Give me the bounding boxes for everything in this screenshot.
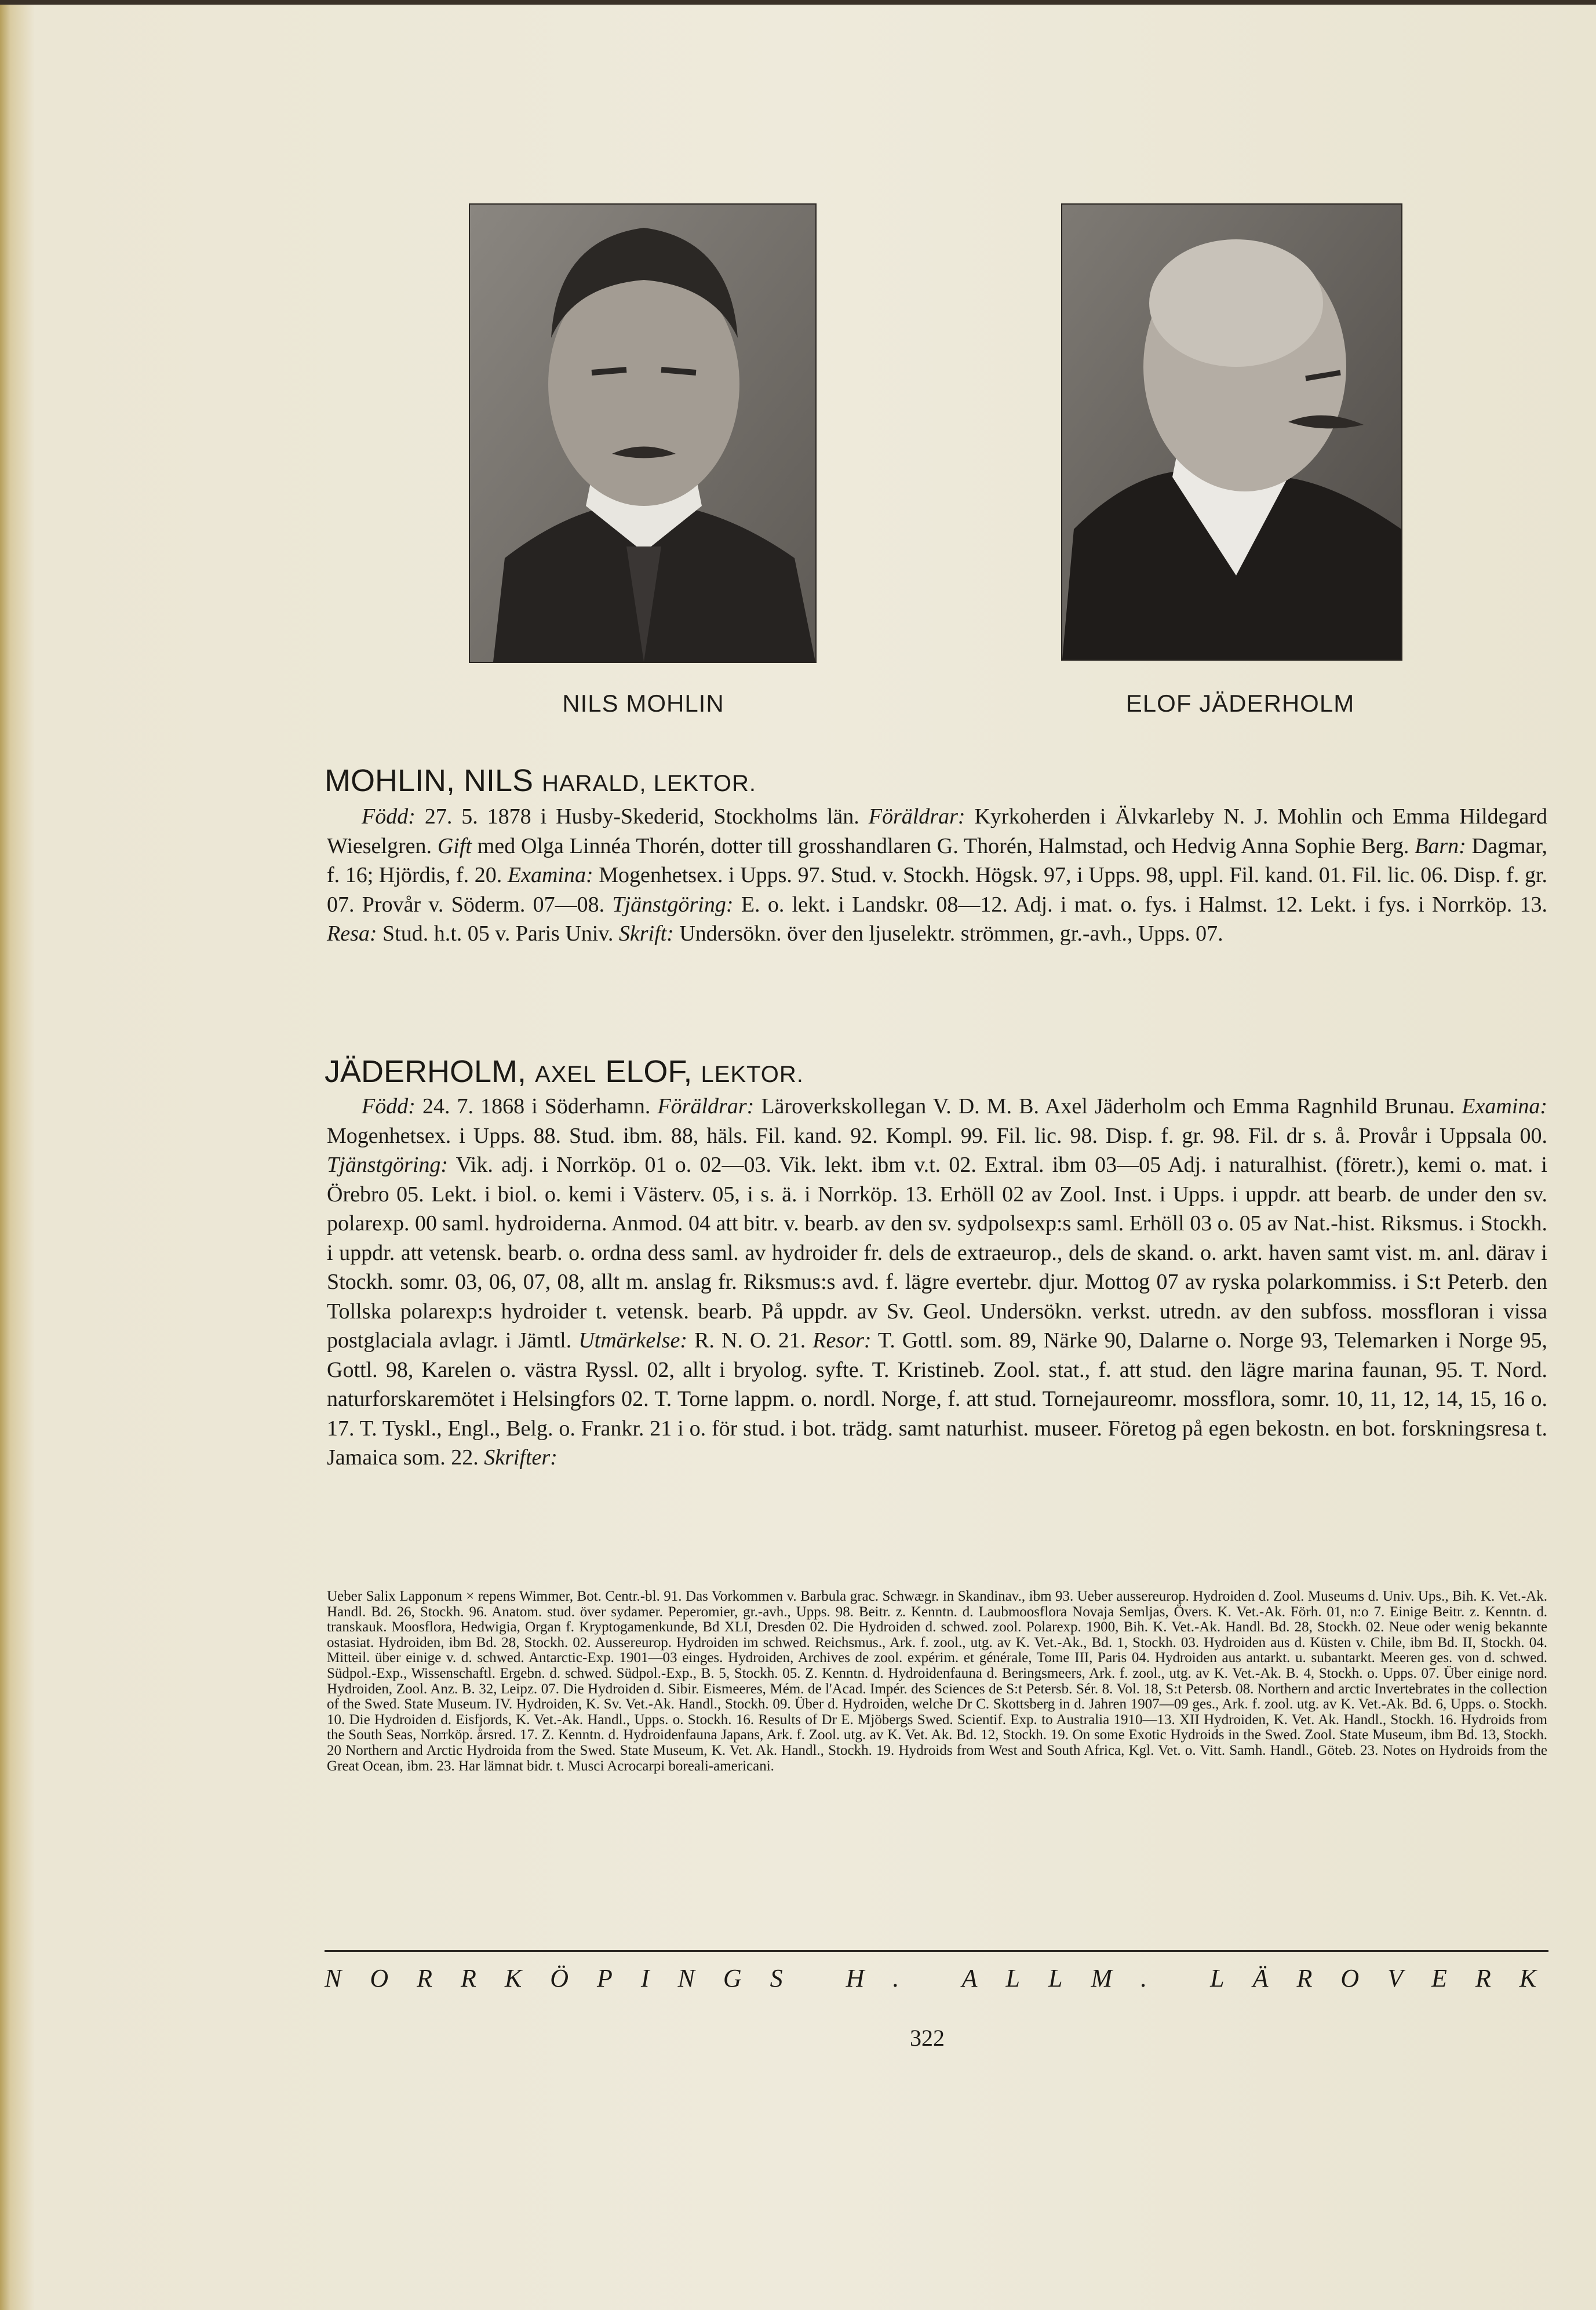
field-label: Skrifter: xyxy=(484,1445,557,1470)
field-label: Föräldrar: xyxy=(657,1094,755,1118)
footer-school-name: NORRKÖPINGS H. ALLM. LÄROVERK xyxy=(325,1964,1565,1992)
entry-paragraph xyxy=(327,802,1547,949)
entry-given-first: AXEL xyxy=(535,1062,597,1087)
entry-given-second: ELOF, xyxy=(605,1054,693,1089)
entry-title: LEKTOR. xyxy=(701,1062,804,1087)
entry-heading-jaderholm xyxy=(325,1054,804,1090)
field-value: 24. 7. 1868 i Söderhamn. xyxy=(422,1094,651,1118)
page-number: 322 xyxy=(910,2025,945,2051)
field-value: E. o. lekt. i Landskr. 08—12. Adj. i mat. o. fys. i Halmst. 12. Lekt. i fys. i Norrköp. 13. xyxy=(741,892,1548,917)
field-label: Resa: xyxy=(327,921,377,946)
field-value: med Olga Linnéa Thorén, dotter till grosshandlaren G. Thorén, Halmstad, och Hedvig Anna Sophie Berg. xyxy=(477,833,1409,858)
field-label: Skrift: xyxy=(618,921,674,946)
entry-body-jaderholm xyxy=(327,1092,1547,1473)
field-label: Gift xyxy=(437,833,472,858)
entry-heading-mohlin xyxy=(325,763,756,799)
field-label: Barn: xyxy=(1415,833,1466,858)
bibliography-smallprint: Ueber Salix Lapponum × repens Wimmer, Bot. Centr.-bl. 91. Das Vorkommen v. Barbula grac. Schwægr. in Skandinav., ibm 93. Ueber aussereurop. Hydroiden d. Zool. Museums d. Univ. Ups., Bih. K. Vet.-Ak. Handl. Bd. 26, Stockh. 96. Anatom. stud. över sydamer. Peperomier, gr.-avh., Upps. 98. Beitr. z. Kenntn. d. Laubmoosflora Novaja Semljas, Övers. K. Vet.-Ak. Förh. 01, n:o 7. Einige Beitr. z. Kenntn. d. transkauk. Moosflora, Hedwigia, Organ f. Kryptogamenkunde, Bd XLI, Dresden 02. Die Hydroiden d. schwed. zool. Polarexp. 1900, Bih. K. Vet.-Ak. Handl. Bd. 28, Stockh. 02. Neue oder wenig bekannte ostasiat. Hydroiden, ibm Bd. 28, Stockh. 02. Aussereurop. Hydroiden im schwed. Reichsmus., Ark. f. zool., utg. av K. Vet.-Ak., Bd. 1, Stockh. 03. Hydroiden aus d. Küsten v. Chile, ibm Bd. II, Stockh. 04. Mitteil. über einige v. d. schwed. Antarctic-Exp. 1901—03 einges. Hydroiden, Archives de zool. expérim. et générale, Tome III, Paris 04. Hydroiden aus antarkt. u. subantarkt. Meeren ges. von d. schwed. Südpol.-Exp., Wissenschaftl. Ergebn. d. schwed. Südpol.-Exp., B. 5, Stockh. 05. Z. Kenntn. d. Hydroidenfauna d. Beringsmeers, Ark. f. zool., utg. av K. Vet.-Ak. B. 4, Stockh. o. Upps. 07. Über einige nord. Hydroiden, Zool. Anz. B. 32, Leipz. 07. Die Hydroiden d. Sibir. Eismeeres, Mém. de l'Acad. Impér. des Sciences de S:t Petersb. Sér. 8. Vol. 18, S:t Petersb. 08. Northern and arctic Invertebrates in the collection of the Swed. State Museum. IV. Hydroiden, K. Sv. Vet.-Ak. Handl., Stockh. 09. Über d. Hydroiden, welche Dr C. Skottsberg in d. Jahren 1907—09 ges., Ark. f. zool. utg. av K. Vet.-Ak. Bd. 6, Upps. o. Stockh. 10. Die Hydroiden d. Eisfjords, K. Vet.-Ak. Handl., Upps. o. Stockh. 16. Results of Dr E. Mjöbergs Swed. Scientif. Exp. to Australia 1910—13. XII Hydroiden, K. Vet. Ak. Handl., Stockh. 16. Hydroids from the South Seas, Norrköp. årsred. 17. Z. Kenntn. d. Hydroidenfauna Japans, Ark. f. Zool. utg. av K. Vet. Ak. Bd. 12, Stockh. 19. On some Exotic Hydroids in the Swed. Zool. State Museum, ibm Bd. 13, Stockh. 20 Northern and Arctic Hydroida from the Swed. State Museum, K. Vet. Ak. Handl., Stockh. 19. Hydroids from West and South Africa, Kgl. Vet. o. Vitt. Samh. Handl., Göteb. 23. Notes on Hydroids from the Great Ocean, ibm. 23. Har lämnat bidr. t. Musci Acrocarpi boreali-americani. xyxy=(327,1588,1547,1774)
field-value: Läroverkskollegan V. D. M. B. Axel Jäderholm och Emma Ragnhild Brunau. xyxy=(761,1094,1455,1118)
field-value: R. N. O. 21. xyxy=(694,1328,806,1353)
field-label: Examina: xyxy=(1462,1094,1548,1118)
field-label: Tjänstgöring: xyxy=(612,892,734,917)
field-value: Mogenhetsex. i Upps. 88. Stud. ibm. 88, häls. Fil. kand. 92. Kompl. 99. Fil. lic. 98. Disp. f. gr. 98. Fil. dr s. å. Provår i Uppsala 00. xyxy=(327,1123,1547,1148)
field-value: 27. 5. 1878 i Husby-Skederid, Stockholms län. xyxy=(424,804,859,829)
field-value: Undersökn. över den ljuselektr. strömmen, gr.-avh., Upps. 07. xyxy=(679,921,1223,946)
entry-given-title: HARALD, LEKTOR. xyxy=(542,771,757,796)
portrait-caption-elof-jaderholm: ELOF JÄDERHOLM xyxy=(1125,690,1355,717)
field-label: Född: xyxy=(362,1094,416,1118)
portrait-caption-nils-mohlin: NILS MOHLIN xyxy=(562,690,724,717)
field-label: Tjänstgöring: xyxy=(327,1153,449,1177)
portrait-image xyxy=(1062,205,1401,660)
footer-rule xyxy=(325,1950,1548,1952)
field-value: Stud. h.t. 05 v. Paris Univ. xyxy=(382,921,614,946)
entry-surname: MOHLIN, NILS xyxy=(325,763,534,798)
portrait-image xyxy=(470,205,815,662)
entry-paragraph xyxy=(327,1092,1547,1473)
field-value: Kyrkoherden i Älvkarleby N. J. Mohlin och Emma Hildegard Wieselgren. xyxy=(327,804,1548,858)
entry-surname: JÄDERHOLM, xyxy=(325,1054,527,1089)
field-value: Mogenhetsex. i Upps. 97. Stud. v. Stockh. Högsk. 97, i Upps. 98, uppl. Fil. kand. 01. Fil. lic. 06. Disp. f. gr. 07. Provår v. Söderm. 07—08. xyxy=(327,863,1548,917)
portrait-photo-nils-mohlin xyxy=(469,203,817,663)
field-label: Resor: xyxy=(812,1328,872,1353)
field-value: Vik. adj. i Norrköp. 01 o. 02—03. Vik. lekt. ibm v.t. 02. Extral. ibm 03—05 Adj. i naturalhist. (företr.), kemi o. mat. i Örebro 05. Lekt. i biol. o. kemi i Västerv. 05, i s. ä. i Norrköp. 13. Erhöll 02 av Zool. Inst. i Upps. i uppdr. att bearb. de under den sv. polarexp. 00 saml. hydroiderna. Anmod. 04 att bitr. v. bearb. av den sv. sydpolsexp:s saml. Erhöll 03 o. 05 av Nat.-hist. Riksmus. i Stockh. i uppdr. att vetensk. bearb. o. ordna dess saml. av hydroider fr. dels de extraeurop., dels de skand. o. arkt. haven samt vist. m. anl. därav i Stockh. somr. 03, 06, 07, 08, allt m. anslag fr. Riksmus:s avd. f. lägre evertebr. djur. Mottog 07 av ryska polarkommiss. i S:t Peterb. den Tollska polarexp:s hydroider t. vetensk. bearb. På uppdr. av Sv. Geol. Undersökn. verkst. utredn. av den subfoss. mossfloran i vissa postglaciala avlagr. i Jämtl. xyxy=(327,1153,1547,1353)
portrait-photo-elof-jaderholm xyxy=(1061,203,1402,661)
entry-body-mohlin xyxy=(327,802,1547,949)
field-label: Examina: xyxy=(507,863,593,887)
field-value: T. Gottl. som. 89, Närke 90, Dalarne o. Norge 93, Telemarken i Norge 95, Gottl. 98, Karelen o. västra Ryssl. 02, allt i bryolog. syfte. T. Kristineb. Zool. stat., f. att stud. den lägre marina faunan, 95. T. Nord. naturforskaremötet i Helsingfors 02. T. Torne lappm. o. nordl. Norge, f. att stud. Tornejaureomr. mossflora, somr. 10, 11, 12, 14, 15, 16 o. 17. T. Tyskl., Engl., Belg. o. Frankr. 21 i o. för stud. i bot. trädg. samt naturhist. museer. Företog på egen bekostn. en bot. forskningsresa t. Jamaica som. 22. xyxy=(327,1328,1548,1470)
field-label: Föräldrar: xyxy=(868,804,965,829)
field-value: Dagmar, f. 16; Hjördis, f. 20. xyxy=(327,833,1548,887)
field-label: Utmärkelse: xyxy=(578,1328,688,1353)
field-label: Född: xyxy=(362,804,416,829)
